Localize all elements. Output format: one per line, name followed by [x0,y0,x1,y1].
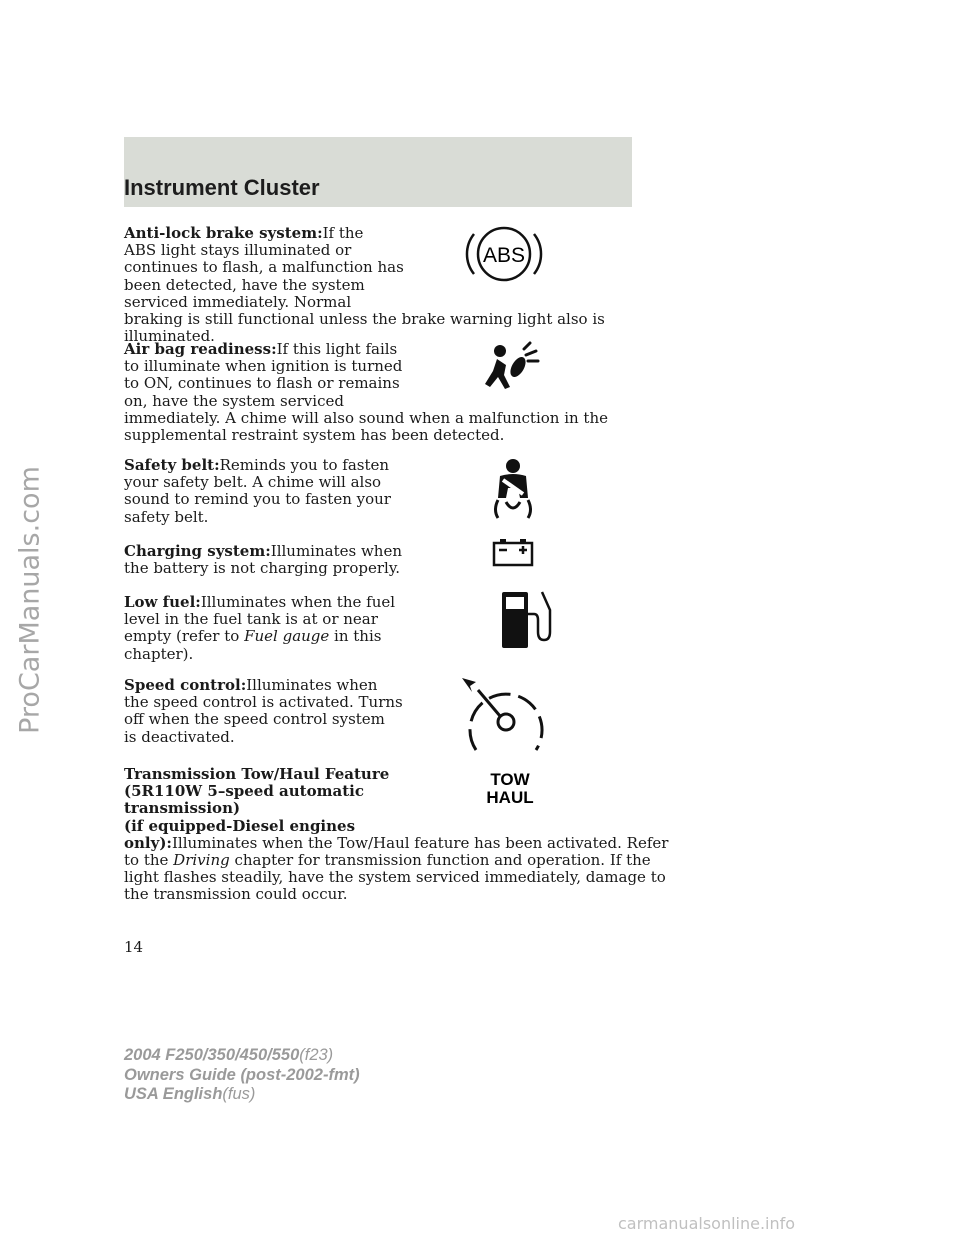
page-title: Instrument Cluster [124,175,320,200]
tow-haul-title-line: (if equipped-Diesel engines [124,816,356,835]
abs-line: been detected, have the system [124,275,365,294]
footer-line-1 [124,1046,360,1066]
abs-icon-label: ABS [482,244,526,267]
seatbelt-title: Safety belt: [124,456,220,474]
footer [124,1046,360,1105]
charging-line: Illuminates when [270,542,402,560]
haul-label: HAUL [486,788,534,807]
speed-control-line: Illuminates when [246,676,378,694]
speed-control-line: is deactivated. [124,727,235,746]
site-watermark: carmanualsonline.info [618,1214,796,1233]
fuel-gauge-reference: Fuel gauge [244,627,330,646]
airbag-line: immediately. A chime will also sound when a malfunction in the [124,408,608,427]
fuel-paragraph [124,594,395,663]
fuel-line: empty (refer to [124,627,245,646]
seatbelt-line: safety belt. [124,507,209,526]
airbag-line: If this light fails [276,340,398,358]
footer-line-2 [124,1066,360,1086]
fuel-line: chapter). [124,644,194,663]
airbag-title: Air bag readiness: [124,340,277,358]
footer-language: USA English [124,1085,223,1103]
footer-line-3 [124,1085,360,1105]
abs-line: braking is still functional unless the brake warning light also is [124,310,605,329]
abs-line: illuminated. [124,327,215,346]
battery-icon [492,538,534,568]
abs-icon [464,224,544,284]
seatbelt-icon [490,458,536,520]
footer-model-code: (f23) [299,1046,334,1064]
seatbelt-paragraph [124,457,391,526]
driving-reference: Driving [173,851,230,870]
fuel-line: Illuminates when the fuel [200,593,396,611]
fuel-pump-icon [498,588,554,650]
tow-label: TOW [490,770,530,789]
airbag-line: supplemental restraint system has been detected. [124,426,505,445]
tow-haul-title-line: Transmission Tow/Haul Feature [124,765,390,783]
tow-haul-title-line: transmission) [124,799,241,818]
speed-control-line: the speed control is activated. Turns [124,693,403,712]
tow-haul-title-line: only): [124,833,172,852]
speed-control-title: Speed control: [124,676,247,694]
section-header [124,137,632,207]
watermark-text: ProCarManuals.com [14,466,46,734]
airbag-line: on, have the system serviced [124,391,344,410]
seatbelt-line: sound to remind you to fasten your [124,490,391,509]
abs-title: Anti-lock brake system: [124,224,323,242]
charging-line: the battery is not charging properly. [124,559,401,578]
tow-haul-line: light flashes steadily, have the system serviced immediately, damage to [124,868,666,887]
tow-haul-icon [484,768,544,808]
speed-control-line: off when the speed control system [124,710,385,729]
tow-haul-title-line: (5R110W 5–speed automatic [124,782,364,801]
tow-haul-line: the transmission could occur. [124,885,348,904]
seatbelt-line: your safety belt. A chime will also [124,473,382,492]
footer-language-code: (fus) [222,1085,256,1103]
page-number: 14 [124,938,144,956]
airbag-line: to ON, continues to flash or remains [124,374,400,393]
tow-haul-paragraph [124,766,668,904]
speed-control-paragraph [124,677,403,746]
airbag-icon [480,341,540,399]
footer-guide: Owners Guide (post-2002-fmt) [124,1065,360,1084]
abs-line: If the [322,224,364,242]
watermark [0,0,60,1242]
abs-line: continues to flash, a malfunction has [124,258,404,277]
fuel-title: Low fuel: [124,593,201,611]
charging-title: Charging system: [124,542,271,560]
fuel-line: in this [329,627,382,646]
fuel-line: level in the fuel tank is at or near [124,610,378,629]
abs-line: ABS light stays illuminated or [124,241,352,260]
charging-paragraph [124,543,402,577]
seatbelt-line: Reminds you to fasten [219,456,390,474]
airbag-line: to illuminate when ignition is turned [124,357,403,376]
speed-control-icon [458,674,550,758]
footer-model: 2004 F250/350/450/550 [124,1046,300,1064]
tow-haul-line: to the [124,851,174,870]
tow-haul-line: Illuminates when the Tow/Haul feature has been activated. Refer [171,833,669,852]
abs-line: serviced immediately. Normal [124,292,352,311]
tow-haul-line: chapter for transmission function and operation. If the [229,851,651,870]
